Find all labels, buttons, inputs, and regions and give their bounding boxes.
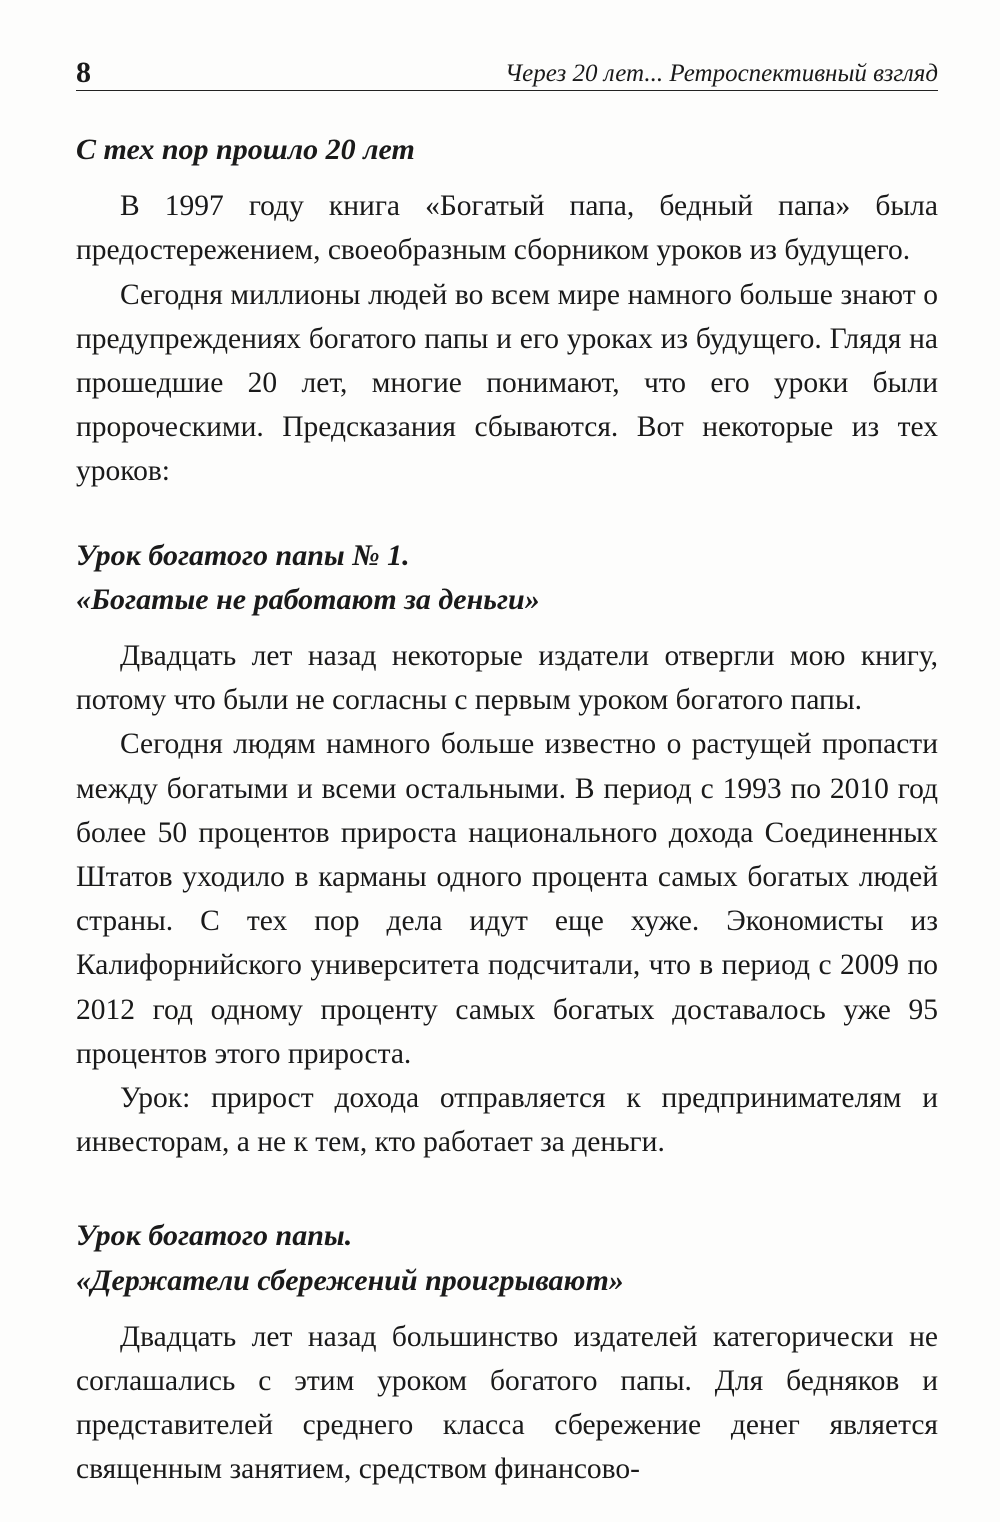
page-body — [76, 128, 938, 1492]
section-heading — [76, 128, 938, 172]
paragraph: Сегодня миллионы людей во всем мире намного больше знают о предупреждениях богатого папы и его уроках из будущего. Глядя на прошедшие 20 лет, многие понимают, что его уроки были пророческими. Предсказания сбываются. Вот некоторые из тех уроков: — [76, 278, 938, 488]
section-heading — [76, 534, 938, 622]
section-heading-line: Урок богатого папы № 1. — [76, 538, 410, 572]
section-heading — [76, 1214, 938, 1302]
section-heading-line: «Держатели сбережений проигрывают» — [76, 1263, 624, 1297]
paragraph: В 1997 году книга «Богатый папа, бедный папа» была предостережением, своеобразным сборником уроков из будущего. — [76, 190, 938, 267]
running-title: Через 20 лет... Ретроспективный взгляд — [504, 60, 938, 87]
paragraph: Урок: прирост дохода отправляется к предпринимателям и инвесторам, а не к тем, кто работает за деньги. — [76, 1082, 938, 1159]
paragraph: Сегодня людям намного больше известно о растущей пропасти между богатыми и всеми остальными. В период с 1993 по 2010 год более 50 процентов прироста национального дохода Соединенных Штатов уходило в карманы одного процента самых богатых людей страны. С тех пор дела идут еще хуже. Экономисты из Калифорнийского университета подсчитали, что в период с 2009 по 2012 год одному проценту самых богатых доставалось уже 95 процентов этого прироста. — [76, 728, 938, 1070]
section-heading-line: Урок богатого папы. — [76, 1219, 353, 1253]
page-number: 8 — [76, 56, 91, 89]
paragraph: Двадцать лет назад большинство издателей категорически не соглашались с этим уроком богатого папы. Для бедняков и представителей среднего класса сбережение денег является священным занятием, средством финансово- — [76, 1320, 938, 1486]
section-heading-line: С тех пор прошло 20 лет — [76, 133, 415, 166]
page-header — [76, 56, 938, 91]
paragraph: Двадцать лет назад некоторые издатели отвергли мою книгу, потому что были не согласны с первым уроком богатого папы. — [76, 640, 938, 717]
section-heading-line: «Богатые не работают за деньги» — [76, 582, 540, 616]
